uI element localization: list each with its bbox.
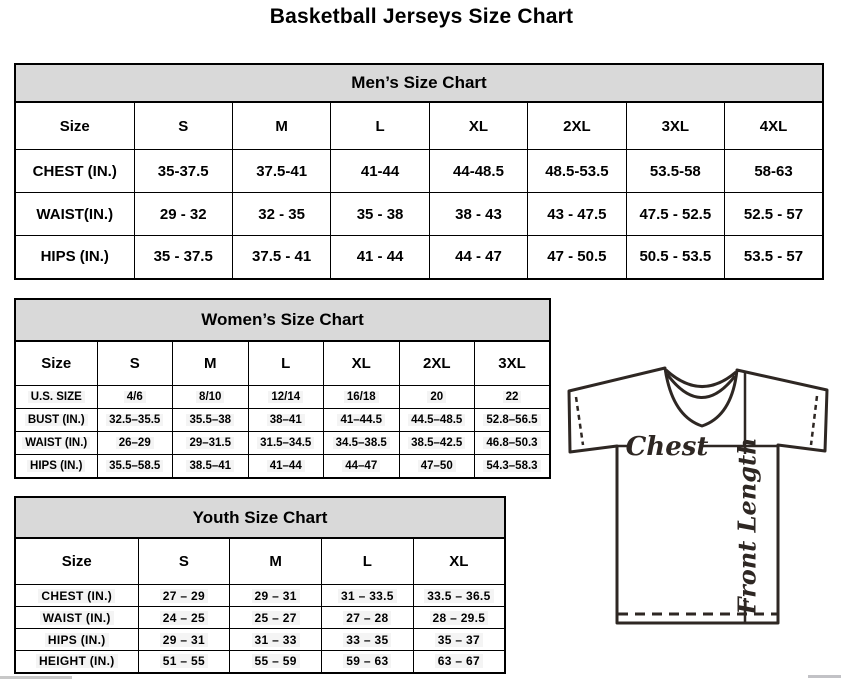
cell: 47.5 - 52.5 [626,193,724,236]
cell: 35-37.5 [134,150,232,193]
cell: 47–50 [399,455,475,478]
row-label: HIPS (IN.) [15,455,97,478]
table-row [15,150,823,193]
chest-label: Chest [625,432,709,462]
cell: 52.5 - 57 [725,193,823,236]
cell: 38–41 [248,409,324,432]
womens-size-table [14,298,551,479]
column-header: 4XL [725,102,823,150]
cell: 31 – 33 [230,629,322,651]
cell: 27 – 28 [322,607,414,629]
cell: 24 – 25 [138,607,230,629]
cell: 55 – 59 [230,651,322,673]
column-header: Size [15,538,138,585]
cell: 63 – 67 [413,651,505,673]
cell: 31.5–34.5 [248,432,324,455]
cell: 37.5-41 [232,150,330,193]
table-row [15,432,550,455]
row-label: WAIST (IN.) [15,432,97,455]
table-row [15,409,550,432]
column-header: L [248,341,324,386]
row-label: CHEST (IN.) [15,150,134,193]
column-header: 3XL [475,341,551,386]
table-header-row [15,538,505,585]
cell: 35.5–38 [173,409,249,432]
cell: 52.8–56.5 [475,409,551,432]
column-header: S [97,341,173,386]
cell: 44–47 [324,455,400,478]
cell: 33 – 35 [322,629,414,651]
cell: 22 [475,386,551,409]
cell: 41–44 [248,455,324,478]
cell: 35 - 38 [331,193,429,236]
cell: 50.5 - 53.5 [626,236,724,279]
column-header: 2XL [528,102,626,150]
cell: 54.3–58.3 [475,455,551,478]
row-label: HIPS (IN.) [15,236,134,279]
table-row [15,607,505,629]
cell: 32.5–35.5 [97,409,173,432]
cell: 44.5–48.5 [399,409,475,432]
cell: 47 - 50.5 [528,236,626,279]
cell: 26–29 [97,432,173,455]
cell: 29 – 31 [138,629,230,651]
column-header: 3XL [626,102,724,150]
youth-size-table [14,496,506,674]
cell: 12/14 [248,386,324,409]
cell: 51 – 55 [138,651,230,673]
cell: 48.5-53.5 [528,150,626,193]
table-title: Men’s Size Chart [15,64,823,102]
row-label: WAIST (IN.) [15,607,138,629]
cell: 28 – 29.5 [413,607,505,629]
cell: 53.5-58 [626,150,724,193]
column-header: XL [429,102,527,150]
cell: 25 – 27 [230,607,322,629]
cell: 35 - 37.5 [134,236,232,279]
cell: 41–44.5 [324,409,400,432]
cell: 29–31.5 [173,432,249,455]
table-row [15,651,505,673]
row-label: WAIST(IN.) [15,193,134,236]
cell: 8/10 [173,386,249,409]
cell: 34.5–38.5 [324,432,400,455]
cell: 31 – 33.5 [322,585,414,607]
row-label: BUST (IN.) [15,409,97,432]
table-row [15,585,505,607]
table-row [15,629,505,651]
mens-size-table [14,63,824,280]
column-header: M [230,538,322,585]
cell: 44-48.5 [429,150,527,193]
cell: 37.5 - 41 [232,236,330,279]
table-header-row [15,102,823,150]
cell: 59 – 63 [322,651,414,673]
cell: 4/6 [97,386,173,409]
cell: 38.5–42.5 [399,432,475,455]
column-header: M [232,102,330,150]
column-header: XL [413,538,505,585]
cell: 20 [399,386,475,409]
jersey-outline [569,368,827,623]
row-label: HEIGHT (IN.) [15,651,138,673]
cell: 35 – 37 [413,629,505,651]
cell: 53.5 - 57 [725,236,823,279]
cell: 29 - 32 [134,193,232,236]
cell: 35.5–58.5 [97,455,173,478]
column-header: 2XL [399,341,475,386]
front-length-label: Front Length [732,437,762,615]
cell: 29 – 31 [230,585,322,607]
table-row [15,386,550,409]
cell: 41-44 [331,150,429,193]
column-header: XL [324,341,400,386]
column-header: M [173,341,249,386]
table-title: Women’s Size Chart [15,299,550,341]
page-title: Basketball Jerseys Size Chart [269,5,574,28]
cell: 32 - 35 [232,193,330,236]
row-label: HIPS (IN.) [15,629,138,651]
cell: 41 - 44 [331,236,429,279]
cell: 38 - 43 [429,193,527,236]
row-label: U.S. SIZE [15,386,97,409]
column-header: S [138,538,230,585]
cell: 44 - 47 [429,236,527,279]
cell: 27 – 29 [138,585,230,607]
table-row [15,455,550,478]
table-row [15,193,823,236]
column-header: S [134,102,232,150]
row-label: CHEST (IN.) [15,585,138,607]
cell: 58-63 [725,150,823,193]
table-row [15,236,823,279]
jersey-measurement-diagram [555,358,837,630]
cell: 43 - 47.5 [528,193,626,236]
cell: 46.8–50.3 [475,432,551,455]
column-header: L [331,102,429,150]
column-header: Size [15,341,97,386]
cell: 16/18 [324,386,400,409]
scrollbar-fragment-right [808,675,841,678]
cell: 38.5–41 [173,455,249,478]
table-title: Youth Size Chart [15,497,505,538]
cell: 33.5 – 36.5 [413,585,505,607]
column-header: L [322,538,414,585]
column-header: Size [15,102,134,150]
table-header-row [15,341,550,386]
